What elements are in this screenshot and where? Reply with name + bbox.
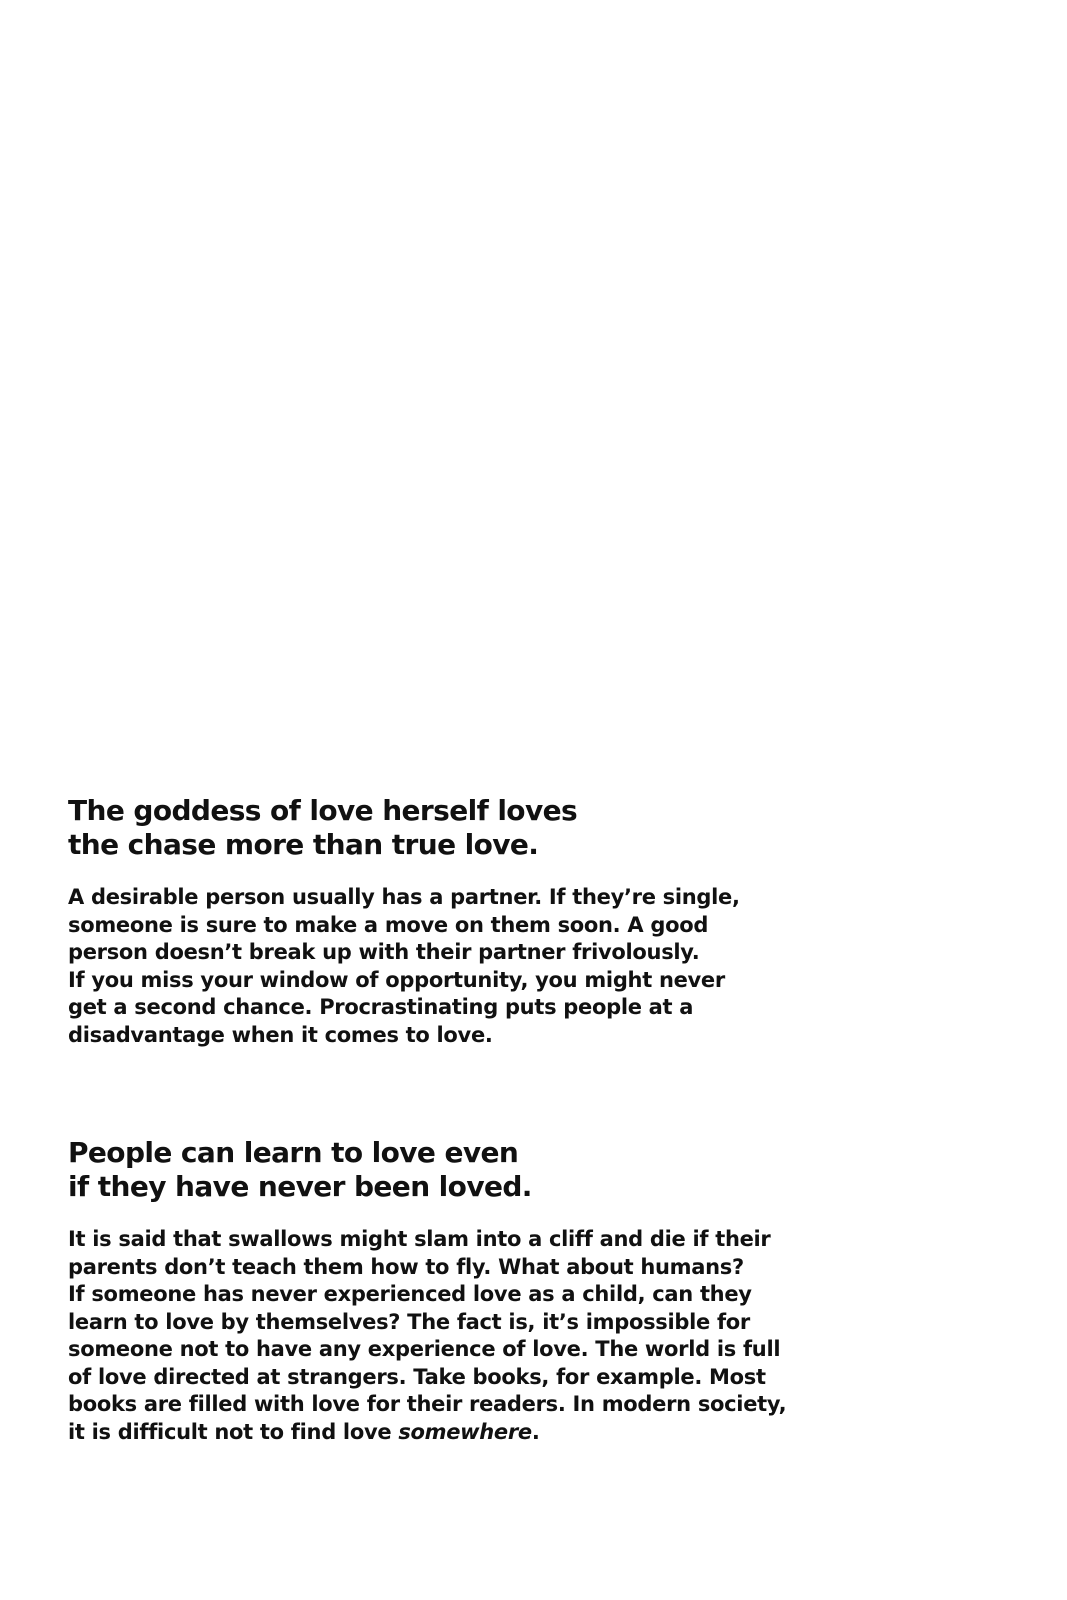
section-2-heading [68,1136,848,1204]
body-line-last [68,1419,848,1447]
body-line: someone not to have any experience of love. The world is full [68,1337,781,1361]
section-1-heading [68,794,848,862]
body-line: disadvantage when it comes to love. [68,1022,493,1047]
body-line: learn to love by themselves? The fact is, it’s impossible for [68,1309,750,1334]
emphasis-word: somewhere [398,1419,532,1444]
body-line: get a second chance. Procrastinating puts people at a [68,995,694,1019]
section-1-body [68,884,848,1049]
heading-line: if they have never been loved. [68,1170,532,1203]
body-line: person doesn’t break up with their partner frivolously. [68,940,700,964]
section-chase-love [68,794,848,1049]
heading-line: The goddess of love herself loves [68,794,578,827]
body-line: A desirable person usually has a partner. If they’re single, [68,885,740,909]
body-line: If you miss your window of opportunity, you might never [68,967,725,992]
heading-line: the chase more than true love. [68,828,539,861]
line-start: it is difficult not to find love [68,1419,399,1444]
body-line: parents don’t teach them how to fly. What about humans? [68,1254,744,1279]
body-line: someone is sure to make a move on them soon. A good [68,912,709,937]
line-end: . [531,1419,540,1444]
body-line: If someone has never experienced love as a child, can they [68,1282,752,1306]
section-2-body [68,1226,848,1446]
heading-line: People can learn to love even [68,1136,519,1169]
body-line: It is said that swallows might slam into a cliff and die if their [68,1227,771,1251]
section-learn-to-love [68,1136,848,1446]
body-line: of love directed at strangers. Take books, for example. Most [68,1364,766,1389]
body-line: books are filled with love for their readers. In modern society, [68,1392,787,1416]
